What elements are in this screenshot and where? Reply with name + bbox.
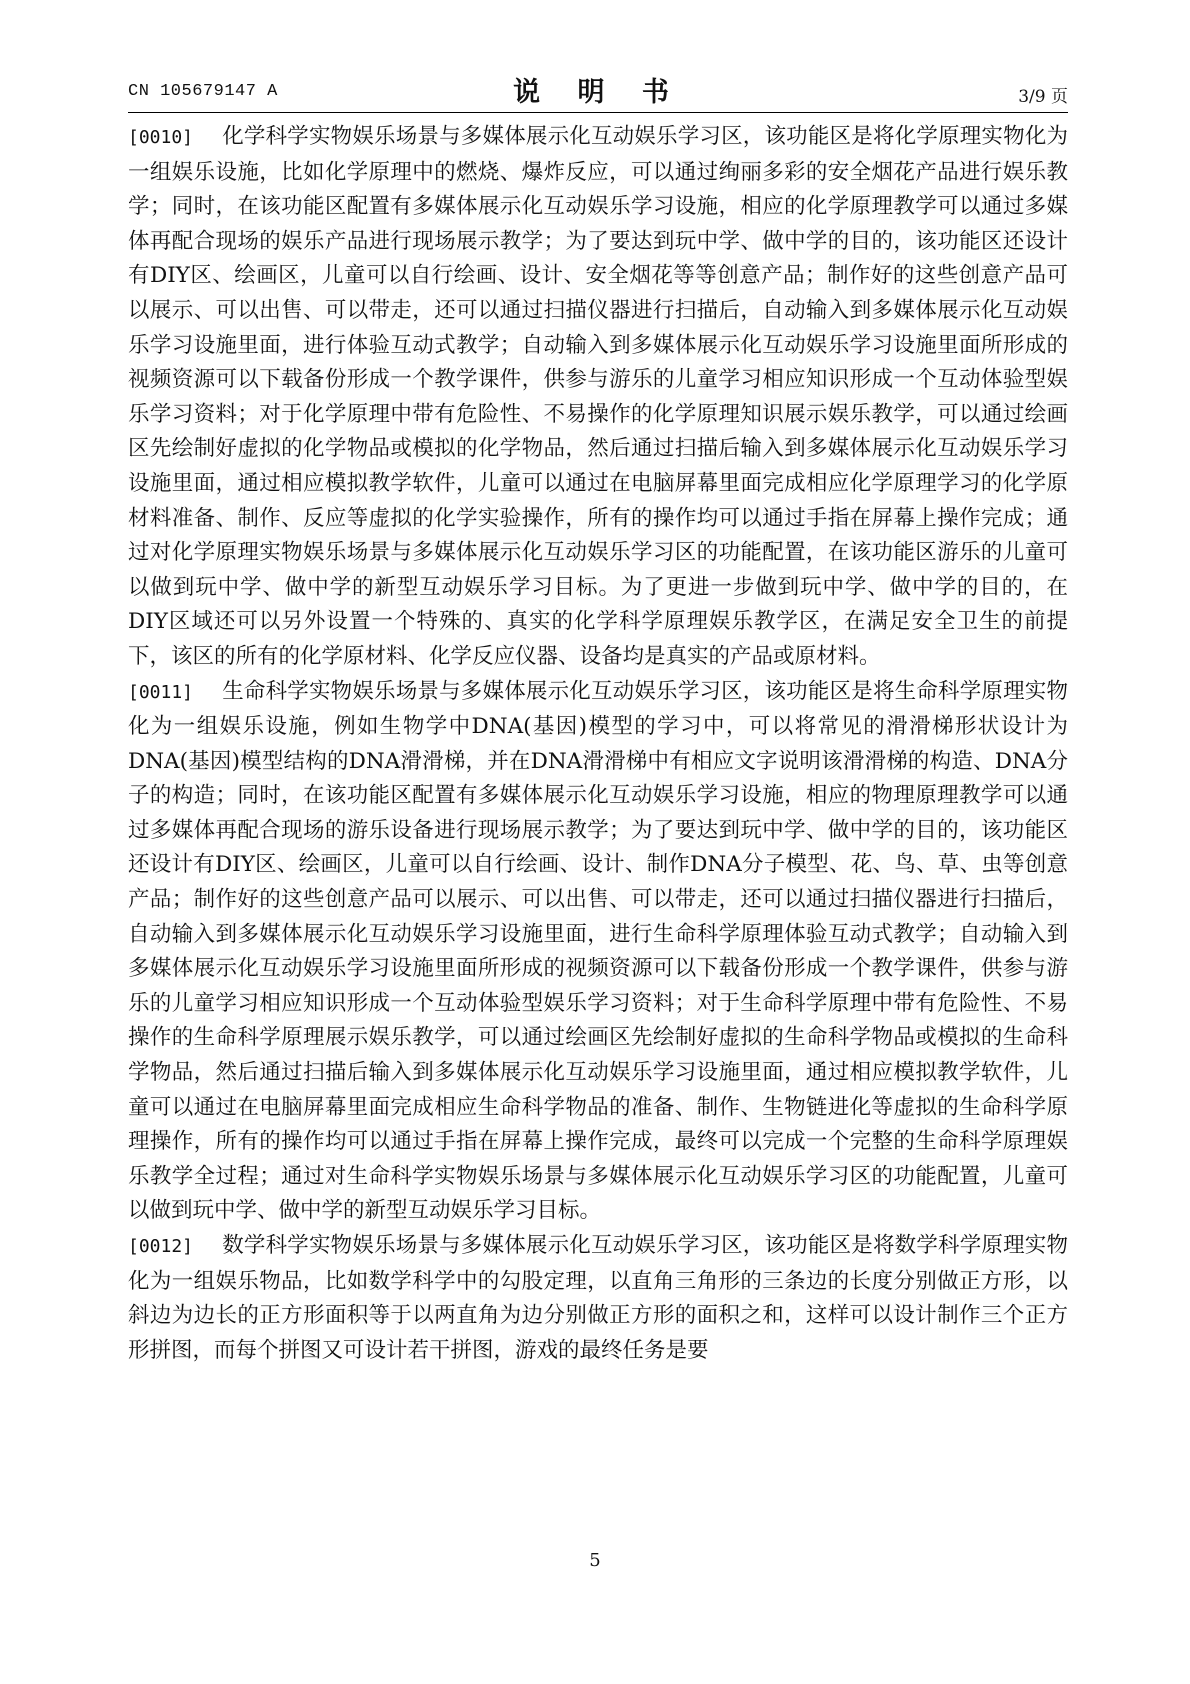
paragraph-0012 [128, 1229, 1068, 1368]
paragraph-text: 化学科学实物娱乐场景与多媒体展示化互动娱乐学习区，该功能区是将化学原理实物化为一组娱乐设施，比如化学原理中的燃烧、爆炸反应，可以通过绚丽多彩的安全烟花产品进行娱乐教学；同时，在该功能区配置有多媒体展示化互动娱乐学习设施，相应的化学原理教学可以通过多媒体再配合现场的娱乐产品进行现场展示教学；为了要达到玩中学、做中学的目的，该功能区还设计有DIY区、绘画区，儿童可以自行绘画、设计、安全烟花等等创意产品；制作好的这些创意产品可以展示、可以出售、可以带走，还可以通过扫描仪器进行扫描后，自动输入到多媒体展示化互动娱乐学习设施里面，进行体验互动式教学；自动输入到多媒体展示化互动娱乐学习设施里面所形成的视频资源可以下载备份形成一个教学课件，供参与游乐的儿童学习相应知识形成一个互动体验型娱乐学习资料；对于化学原理中带有危险性、不易操作的化学原理知识展示娱乐教学，可以通过绘画区先绘制好虚拟的化学物品或模拟的化学物品，然后通过扫描后输入到多媒体展示化互动娱乐学习设施里面，通过相应模拟教学软件，儿童可以通过在电脑屏幕里面完成相应化学原理学习的化学原材料准备、制作、反应等虚拟的化学实验操作，所有的操作均可以通过手指在屏幕上操作完成；通过对化学原理实物娱乐场景与多媒体展示化互动娱乐学习区的功能配置，在该功能区游乐的儿童可以做到玩中学、做中学的新型互动娱乐学习目标。为了更进一步做到玩中学、做中学的目的，在DIY区域还可以另外设置一个特殊的、真实的化学科学原理娱乐教学区，在满足安全卫生的前提下，该区的所有的化学原材料、化学反应仪器、设备均是真实的产品或原材料。 [128, 124, 1068, 669]
page-number: 5 [589, 1550, 601, 1571]
paragraph-number: [0010] [128, 127, 194, 148]
paragraph-0010 [128, 120, 1068, 675]
header-rule [128, 112, 1068, 113]
paragraph-text: 生命科学实物娱乐场景与多媒体展示化互动娱乐学习区，该功能区是将生命科学原理实物化为一组娱乐设施，例如生物学中DNA(基因)模型的学习中，可以将常见的滑滑梯形状设计为DNA(基因)模型结构的DNA滑滑梯，并在DNA滑滑梯中有相应文字说明该滑滑梯的构造、DNA分子的构造；同时，在该功能区配置有多媒体展示化互动娱乐学习设施，相应的物理原理教学可以通过多媒体再配合现场的游乐设备进行现场展示教学；为了要达到玩中学、做中学的目的，该功能区还设计有DIY区、绘画区，儿童可以自行绘画、设计、制作DNA分子模型、花、鸟、草、虫等创意产品；制作好的这些创意产品可以展示、可以出售、可以带走，还可以通过扫描仪器进行扫描后，自动输入到多媒体展示化互动娱乐学习设施里面，进行生命科学原理体验互动式教学；自动输入到多媒体展示化互动娱乐学习设施里面所形成的视频资源可以下载备份形成一个教学课件，供参与游乐的儿童学习相应知识形成一个互动体验型娱乐学习资料；对于生命科学原理中带有危险性、不易操作的生命科学原理展示娱乐教学，可以通过绘画区先绘制好虚拟的生命科学物品或模拟的生命科学物品，然后通过扫描后输入到多媒体展示化互动娱乐学习设施里面，通过相应模拟教学软件，儿童可以通过在电脑屏幕里面完成相应生命科学物品的准备、制作、生物链进化等虚拟的生命科学原理操作，所有的操作均可以通过手指在屏幕上操作完成，最终可以完成一个完整的生命科学原理娱乐教学全过程；通过对生命科学实物娱乐场景与多媒体展示化互动娱乐学习区的功能配置，儿童可以做到玩中学、做中学的新型互动娱乐学习目标。 [128, 678, 1068, 1224]
paragraph-number: [0012] [128, 1236, 194, 1257]
paragraph-0011 [128, 675, 1068, 1230]
paragraph-text: 数学科学实物娱乐场景与多媒体展示化互动娱乐学习区，该功能区是将数学科学原理实物化为一组娱乐物品，比如数学科学中的勾股定理，以直角三角形的三条边的长度分别做正方形，以斜边为边长的正方形面积等于以两直角为边分别做正方形的面积之和，这样可以设计制作三个正方形拼图，而每个拼图又可设计若干拼图，游戏的最终任务是要 [128, 1233, 1068, 1363]
paragraph-number: [0011] [128, 681, 194, 703]
page-header [128, 70, 1068, 110]
document-body [128, 120, 1068, 1368]
publication-number: CN 105679147 A [128, 82, 278, 101]
page-indicator: 3/9 页 [1018, 87, 1068, 107]
document-title: 说 明 书 [513, 77, 683, 108]
